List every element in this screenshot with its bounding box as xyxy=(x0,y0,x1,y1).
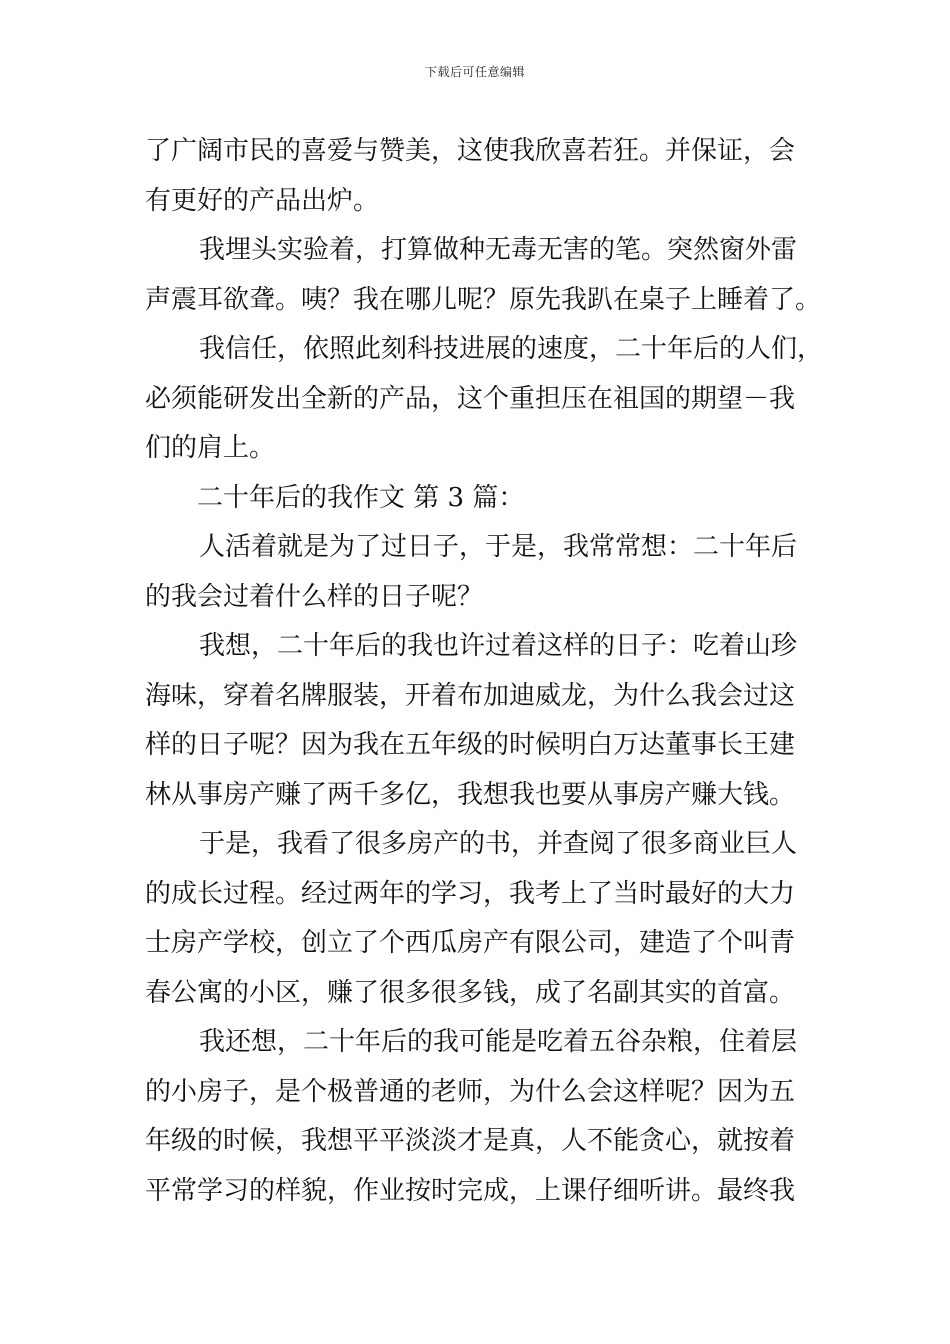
text-line: 样的日子呢？因为我在五年级的时候明白万达董事长王建 xyxy=(145,730,796,760)
text-line: 必须能研发出全新的产品，这个重担压在祖国的期望－我 xyxy=(145,383,796,414)
text-line: 春公寓的小区，赚了很多很多钱，成了名副其实的首富。 xyxy=(145,977,796,1008)
text-line: 的我会过着什么样的日子呢？ xyxy=(145,581,484,612)
paragraph-start: 我信任，依照此刻科技进展的速度，二十年后的人们， xyxy=(199,334,824,364)
paragraph-start: 于是，我看了很多房产的书，并查阅了很多商业巨人 xyxy=(199,829,798,859)
paragraph-start: 我想，二十年后的我也许过着这样的日子：吃着山珍 xyxy=(199,631,798,661)
document-body xyxy=(145,127,824,1216)
text-line: 的小房子，是个极普通的老师，为什么会这样呢？因为五 xyxy=(145,1076,796,1107)
text-line: 声震耳欲聋。咦？我在哪儿呢？原先我趴在桌子上睡着了。 xyxy=(145,284,822,315)
text-line: 平常学习的样貌，作业按时完成，上课仔细听讲。最终我 xyxy=(145,1175,796,1206)
text-line: 林从事房产赚了两千多亿，我想我也要从事房产赚大钱。 xyxy=(145,779,796,810)
text-line: 了广阔市民的喜爱与赞美，这使我欣喜若狂。并保证，会 xyxy=(145,136,796,166)
text-line: 有更好的产品出炉。 xyxy=(145,185,380,216)
text-line: 士房产学校，创立了个西瓜房产有限公司，建造了个叫青 xyxy=(145,928,796,958)
text-line: 年级的时候，我想平平淡淡才是真，人不能贪心，就按着 xyxy=(145,1126,796,1156)
text-line: 的成长过程。经过两年的学习，我考上了当时最好的大力 xyxy=(145,878,796,909)
page-header: 下载后可任意编辑 xyxy=(424,65,525,79)
text-line: 们的肩上。 xyxy=(145,433,276,463)
text-line: 海味，穿着名牌服装，开着布加迪威龙，为什么我会过这 xyxy=(145,680,796,711)
section-heading: 二十年后的我作文 第 3 篇： xyxy=(197,482,525,513)
paragraph-start: 我埋头实验着，打算做种无毒无害的笔。突然窗外雷 xyxy=(199,235,798,265)
paragraph-start: 人活着就是为了过日子，于是，我常常想：二十年后 xyxy=(199,532,798,562)
paragraph-start: 我还想，二十年后的我可能是吃着五谷杂粮，住着层 xyxy=(199,1027,798,1057)
